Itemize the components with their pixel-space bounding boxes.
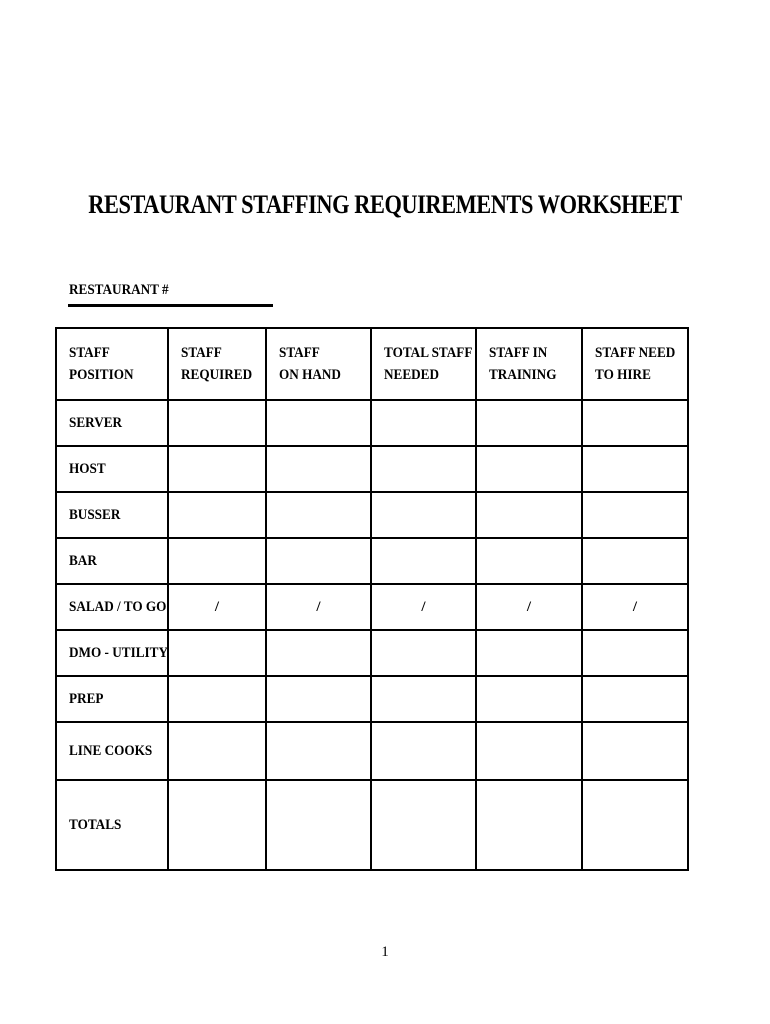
position-label: PREP	[56, 676, 168, 722]
table-cell[interactable]	[371, 676, 476, 722]
table-cell[interactable]	[266, 722, 371, 780]
table-cell[interactable]	[582, 492, 688, 538]
header-total-staff-needed: TOTAL STAFF NEEDED	[371, 328, 476, 400]
position-label: SERVER	[56, 400, 168, 446]
page-number: 1	[381, 944, 389, 960]
table-cell[interactable]	[476, 722, 582, 780]
table-cell[interactable]	[582, 538, 688, 584]
table-cell[interactable]	[582, 676, 688, 722]
table-cell[interactable]	[371, 780, 476, 870]
table-row	[56, 492, 688, 538]
table-cell[interactable]	[371, 400, 476, 446]
table-cell[interactable]	[371, 630, 476, 676]
table-cell[interactable]	[168, 446, 266, 492]
table-cell[interactable]	[476, 780, 582, 870]
table-cell[interactable]	[266, 780, 371, 870]
table-row	[56, 722, 688, 780]
table-cell[interactable]	[476, 446, 582, 492]
table-cell[interactable]	[582, 446, 688, 492]
table-cell[interactable]: /	[371, 584, 476, 630]
table-cell[interactable]	[371, 446, 476, 492]
table-cell[interactable]	[168, 722, 266, 780]
table-cell[interactable]	[266, 630, 371, 676]
table-cell[interactable]	[168, 492, 266, 538]
table-cell[interactable]: /	[476, 584, 582, 630]
totals-row	[56, 780, 688, 870]
table-cell[interactable]	[266, 400, 371, 446]
position-label: TOTALS	[56, 780, 168, 870]
table-row	[56, 446, 688, 492]
position-label: BAR	[56, 538, 168, 584]
table-cell[interactable]	[582, 630, 688, 676]
table-cell[interactable]	[476, 400, 582, 446]
table-row	[56, 630, 688, 676]
header-staff-required: STAFF REQUIRED	[168, 328, 266, 400]
restaurant-number-label: RESTAURANT #	[69, 282, 169, 298]
table-cell[interactable]	[266, 492, 371, 538]
table-row	[56, 400, 688, 446]
table-cell[interactable]	[476, 538, 582, 584]
table-cell[interactable]	[371, 492, 476, 538]
staffing-table	[55, 327, 689, 871]
table-cell[interactable]	[168, 538, 266, 584]
page-title: RESTAURANT STAFFING REQUIREMENTS WORKSHEET	[88, 190, 682, 219]
table-cell[interactable]	[582, 722, 688, 780]
table-cell[interactable]	[476, 492, 582, 538]
table-cell[interactable]	[168, 400, 266, 446]
position-label: SALAD / TO GO	[56, 584, 168, 630]
header-staff-position: STAFF POSITION	[56, 328, 168, 400]
table-cell[interactable]	[582, 780, 688, 870]
position-label: LINE COOKS	[56, 722, 168, 780]
table-cell[interactable]	[168, 676, 266, 722]
header-staff-on-hand: STAFF ON HAND	[266, 328, 371, 400]
table-cell[interactable]	[266, 538, 371, 584]
table-cell[interactable]	[371, 538, 476, 584]
table-cell[interactable]	[476, 676, 582, 722]
position-label: HOST	[56, 446, 168, 492]
table-cell[interactable]	[476, 630, 582, 676]
header-staff-need-to-hire: STAFF NEED TO HIRE	[582, 328, 688, 400]
table-row	[56, 538, 688, 584]
position-label: DMO - UTILITY	[56, 630, 168, 676]
table-cell[interactable]	[582, 400, 688, 446]
table-cell[interactable]	[168, 780, 266, 870]
table-cell[interactable]	[371, 722, 476, 780]
position-label: BUSSER	[56, 492, 168, 538]
table-cell[interactable]: /	[168, 584, 266, 630]
table-row	[56, 584, 688, 630]
table-row	[56, 676, 688, 722]
table-cell[interactable]	[266, 676, 371, 722]
header-staff-in-training: STAFF IN TRAINING	[476, 328, 582, 400]
table-cell[interactable]: /	[266, 584, 371, 630]
table-cell[interactable]: /	[582, 584, 688, 630]
restaurant-number-field[interactable]	[68, 304, 273, 307]
table-header-row	[56, 328, 688, 400]
table-cell[interactable]	[168, 630, 266, 676]
table-cell[interactable]	[266, 446, 371, 492]
